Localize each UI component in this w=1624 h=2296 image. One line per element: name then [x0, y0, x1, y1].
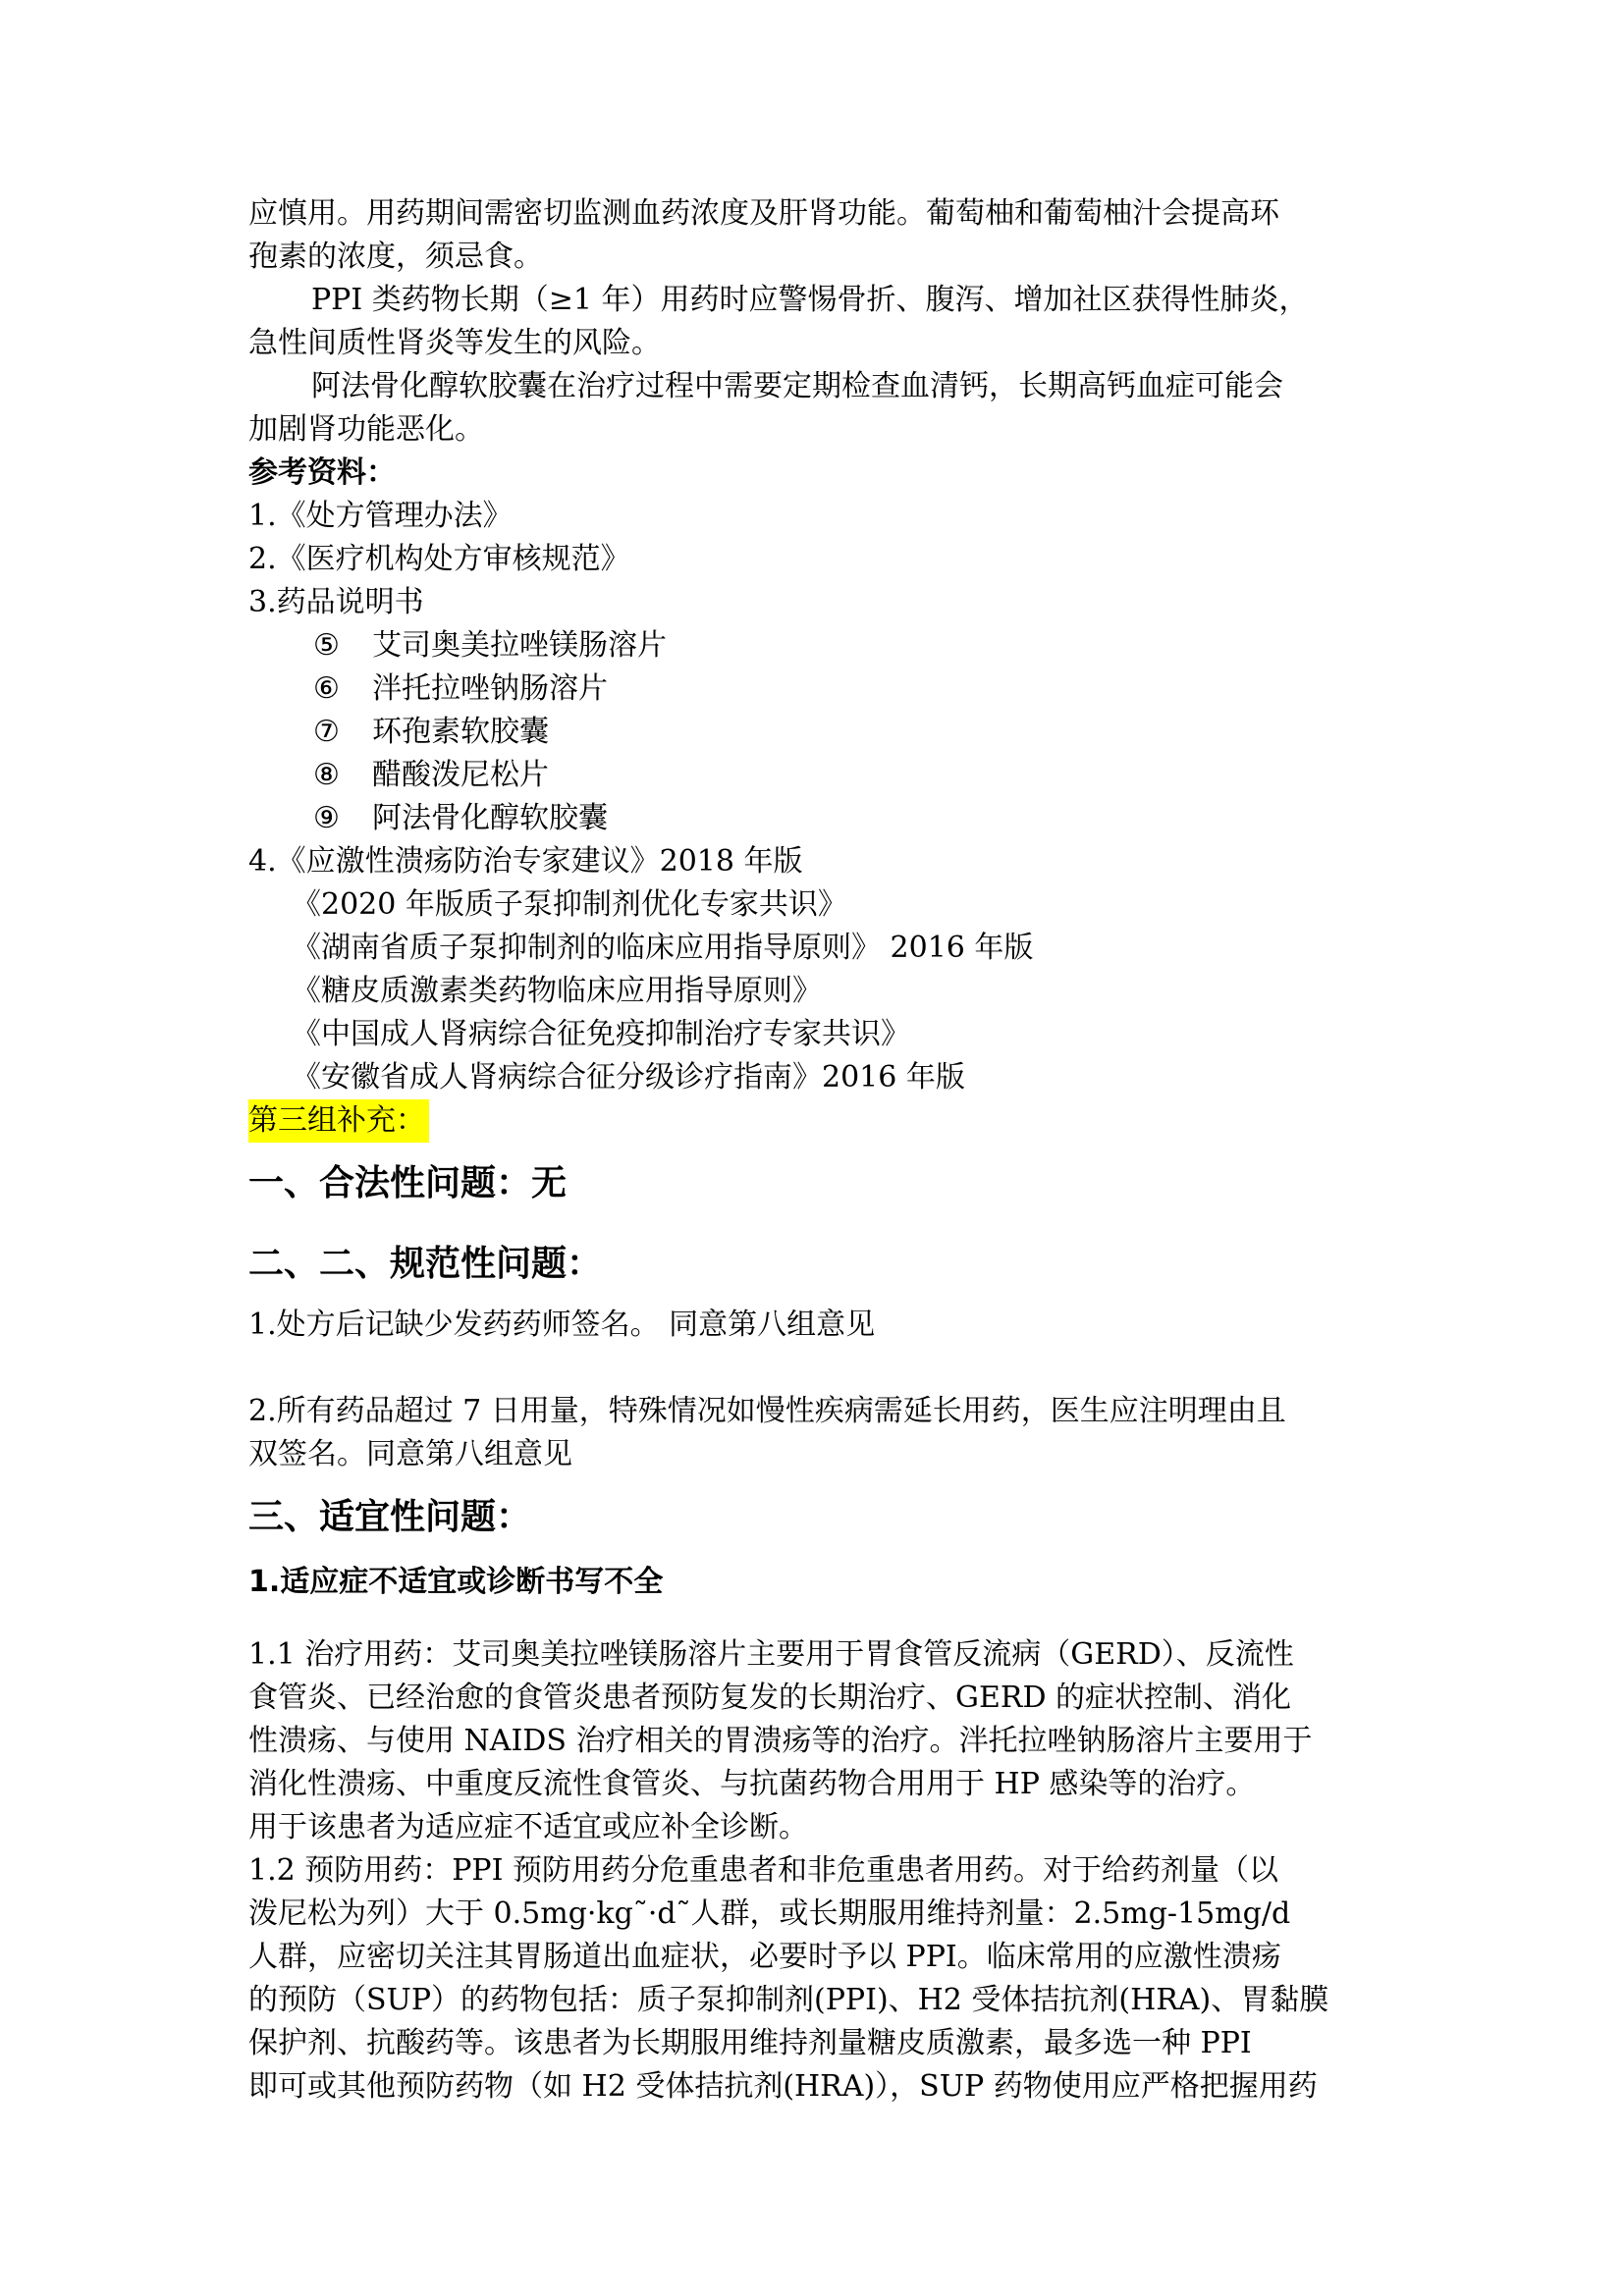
- leaflet-name: 环孢素软胶囊: [372, 715, 549, 749]
- leaflet-name: 阿法骨化醇软胶囊: [372, 801, 608, 835]
- section2-item: 2.所有药品超过 7 日用量，特殊情况如慢性疾病需延长用药，医生应注明理由且: [248, 1394, 1286, 1428]
- reference-item: 《湖南省质子泵抑制剂的临床应用指导原则》 2016 年版: [292, 931, 1034, 965]
- leaflet-name: 醋酸泼尼松片: [372, 758, 549, 792]
- leaflet-item: [248, 624, 1387, 667]
- para3-line: 阿法骨化醇软胶囊在治疗过程中需要定期检查血清钙，长期高钙血症可能会: [311, 369, 1283, 403]
- reference-item: 2.《医疗机构处方审核规范》: [248, 542, 630, 576]
- para2-line: PPI 类药物长期（≥1 年）用药时应警惕骨折、腹泻、增加社区获得性肺炎，: [311, 283, 1309, 317]
- section2-item: 1.处方后记缺少发药药师签名。 同意第八组意见: [248, 1308, 876, 1342]
- group3-label: 第三组补充：: [248, 1099, 429, 1143]
- leaflet-name: 艾司奥美拉唑镁肠溶片: [372, 628, 667, 663]
- leaflet-number: ⑦: [313, 715, 340, 749]
- reference-item: 3.药品说明书: [248, 585, 424, 619]
- references-heading: 参考资料：: [248, 455, 396, 490]
- section3-1-1-line: 用于该患者为适应症不适宜或应补全诊断。: [248, 1810, 808, 1844]
- leaflet-name: 泮托拉唑钠肠溶片: [372, 671, 608, 706]
- section3-1-1-line: 食管炎、已经治愈的食管炎患者预防复发的长期治疗、GERD 的症状控制、消化: [248, 1681, 1292, 1715]
- section2-title: 二、二、规范性问题：: [248, 1244, 603, 1284]
- section3-1-1-line: 1.1 治疗用药：艾司奥美拉唑镁肠溶片主要用于胃食管反流病（GERD）、反流性: [248, 1637, 1294, 1672]
- para3-line: 加剧肾功能恶化。: [248, 412, 484, 447]
- section3-1-2-line: 即可或其他预防药物（如 H2 受体拮抗剂(HRA)），SUP 药物使用应严格把握用药: [248, 2069, 1318, 2104]
- reference-item: 4.《应激性溃疡防治专家建议》2018 年版: [248, 844, 803, 879]
- reference-item: 《中国成人肾病综合征免疫抑制治疗专家共识》: [292, 1017, 910, 1051]
- leaflet-item: [248, 667, 1387, 711]
- reference-item: 《糖皮质激素类药物临床应用指导原则》: [292, 974, 822, 1008]
- section3-title: 三、适宜性问题：: [248, 1497, 532, 1537]
- document-page: [248, 192, 1387, 2109]
- section2-item: 双签名。同意第八组意见: [248, 1437, 572, 1471]
- reference-item: 《安徽省成人肾病综合征分级诊疗指南》2016 年版: [292, 1060, 965, 1095]
- section1-title: 一、合法性问题：无: [248, 1163, 568, 1203]
- para1-line: 应慎用。用药期间需密切监测血药浓度及肝肾功能。葡萄柚和葡萄柚汁会提高环: [248, 196, 1279, 231]
- group3-label-line: [248, 1099, 1387, 1143]
- section3-1-2-line: 泼尼松为列）大于 0.5mg·kg˜·d˜人群，或长期服用维持剂量：2.5mg-15mg/d: [248, 1896, 1291, 1931]
- reference-item: 《2020 年版质子泵抑制剂优化专家共识》: [292, 887, 847, 922]
- leaflet-number: ⑥: [313, 671, 340, 706]
- leaflet-item: [248, 754, 1387, 797]
- section3-1-2-line: 1.2 预防用药：PPI 预防用药分危重患者和非危重患者用药。对于给药剂量（以: [248, 1853, 1279, 1888]
- leaflet-number: ⑤: [313, 628, 340, 663]
- reference-item: 1.《处方管理办法》: [248, 499, 513, 533]
- section3-1-1-line: 性溃疡、与使用 NAIDS 治疗相关的胃溃疡等的治疗。泮托拉唑钠肠溶片主要用于: [248, 1724, 1313, 1758]
- section3-1-2-line: 保护剂、抗酸药等。该患者为长期服用维持剂量糖皮质激素，最多选一种 PPI: [248, 2026, 1252, 2060]
- section3-1-2-line: 人群，应密切关注其胃肠道出血症状，必要时予以 PPI。临床常用的应激性溃疡: [248, 1940, 1281, 1974]
- leaflet-number: ⑧: [313, 758, 340, 792]
- section3-subheading: 1.适应症不适宜或诊断书写不全: [248, 1565, 664, 1599]
- para2-line: 急性间质性肾炎等发生的风险。: [248, 326, 661, 360]
- leaflet-item: [248, 711, 1387, 754]
- para1-line: 孢素的浓度，须忌食。: [248, 240, 543, 274]
- section3-1-1-line: 消化性溃疡、中重度反流性食管炎、与抗菌药物合用用于 HP 感染等的治疗。: [248, 1767, 1256, 1801]
- section3-1-2-line: 的预防（SUP）的药物包括：质子泵抑制剂(PPI)、H2 受体拮抗剂(HRA)、胃黏膜: [248, 1983, 1329, 2017]
- leaflet-item: [248, 797, 1387, 840]
- leaflet-number: ⑨: [313, 801, 340, 835]
